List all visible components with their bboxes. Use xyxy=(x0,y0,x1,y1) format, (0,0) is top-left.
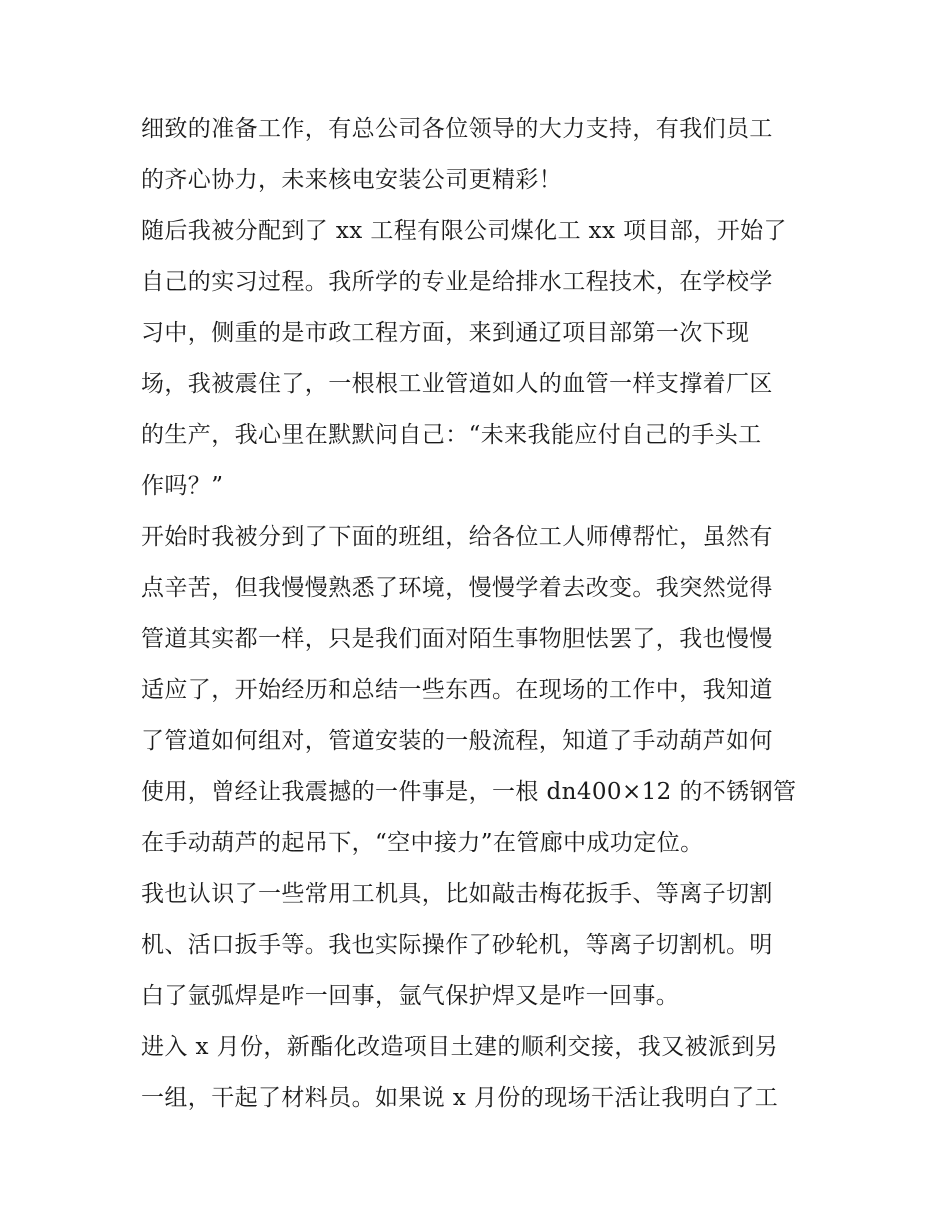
text-line: 随后我被分配到了 xx 工程有限公司煤化工 xx 项目部，开始了 xyxy=(141,218,787,244)
text-line: 开始时我被分到了下面的班组，给各位工人师傅帮忙，虽然有 xyxy=(141,524,773,550)
text-line: 白了氩弧焊是咋一回事，氩气保护焊又是咋一回事。 xyxy=(141,983,680,1009)
text-line: 我也认识了一些常用工机具，比如敲击梅花扳手、等离子切割 xyxy=(141,881,773,907)
text-line: 适应了，开始经历和总结一些东西。在现场的工作中，我知道 xyxy=(141,677,773,703)
text-line: 的生产，我心里在默默问自己：“未来我能应付自己的手头工 xyxy=(141,422,762,448)
text-line: 管道其实都一样，只是我们面对陌生事物胆怯罢了，我也慢慢 xyxy=(141,626,773,652)
text-line: 点辛苦，但我慢慢熟悉了环境，慢慢学着去改变。我突然觉得 xyxy=(141,575,773,601)
text-line: 进入 x 月份，新酯化改造项目土建的顺利交接，我又被派到另 xyxy=(141,1034,779,1060)
text-line: 在手动葫芦的起吊下，“空中接力”在管廊中成功定位。 xyxy=(141,830,704,856)
text-line: 习中，侧重的是市政工程方面，来到通辽项目部第一次下现 xyxy=(141,320,750,346)
text-line: 机、活口扳手等。我也实际操作了砂轮机，等离子切割机。明 xyxy=(141,932,773,958)
body-text xyxy=(141,104,813,1124)
text-line: 作吗？” xyxy=(141,473,224,499)
text-line: 场，我被震住了，一根根工业管道如人的血管一样支撑着厂区 xyxy=(141,371,773,397)
text-line: 的齐心协力，未来核电安装公司更精彩！ xyxy=(141,167,563,193)
text-line: 使用，曾经让我震撼的一件事是，一根 dn400×12 的不锈钢管 xyxy=(141,779,797,805)
text-line: 细致的准备工作，有总公司各位领导的大力支持，有我们员工 xyxy=(141,116,773,142)
text-line: 了管道如何组对，管道安装的一般流程，知道了手动葫芦如何 xyxy=(141,728,773,754)
text-line: 自己的实习过程。我所学的专业是给排水工程技术，在学校学 xyxy=(141,269,773,295)
text-line: 一组，干起了材料员。如果说 x 月份的现场干活让我明白了工 xyxy=(141,1085,779,1111)
